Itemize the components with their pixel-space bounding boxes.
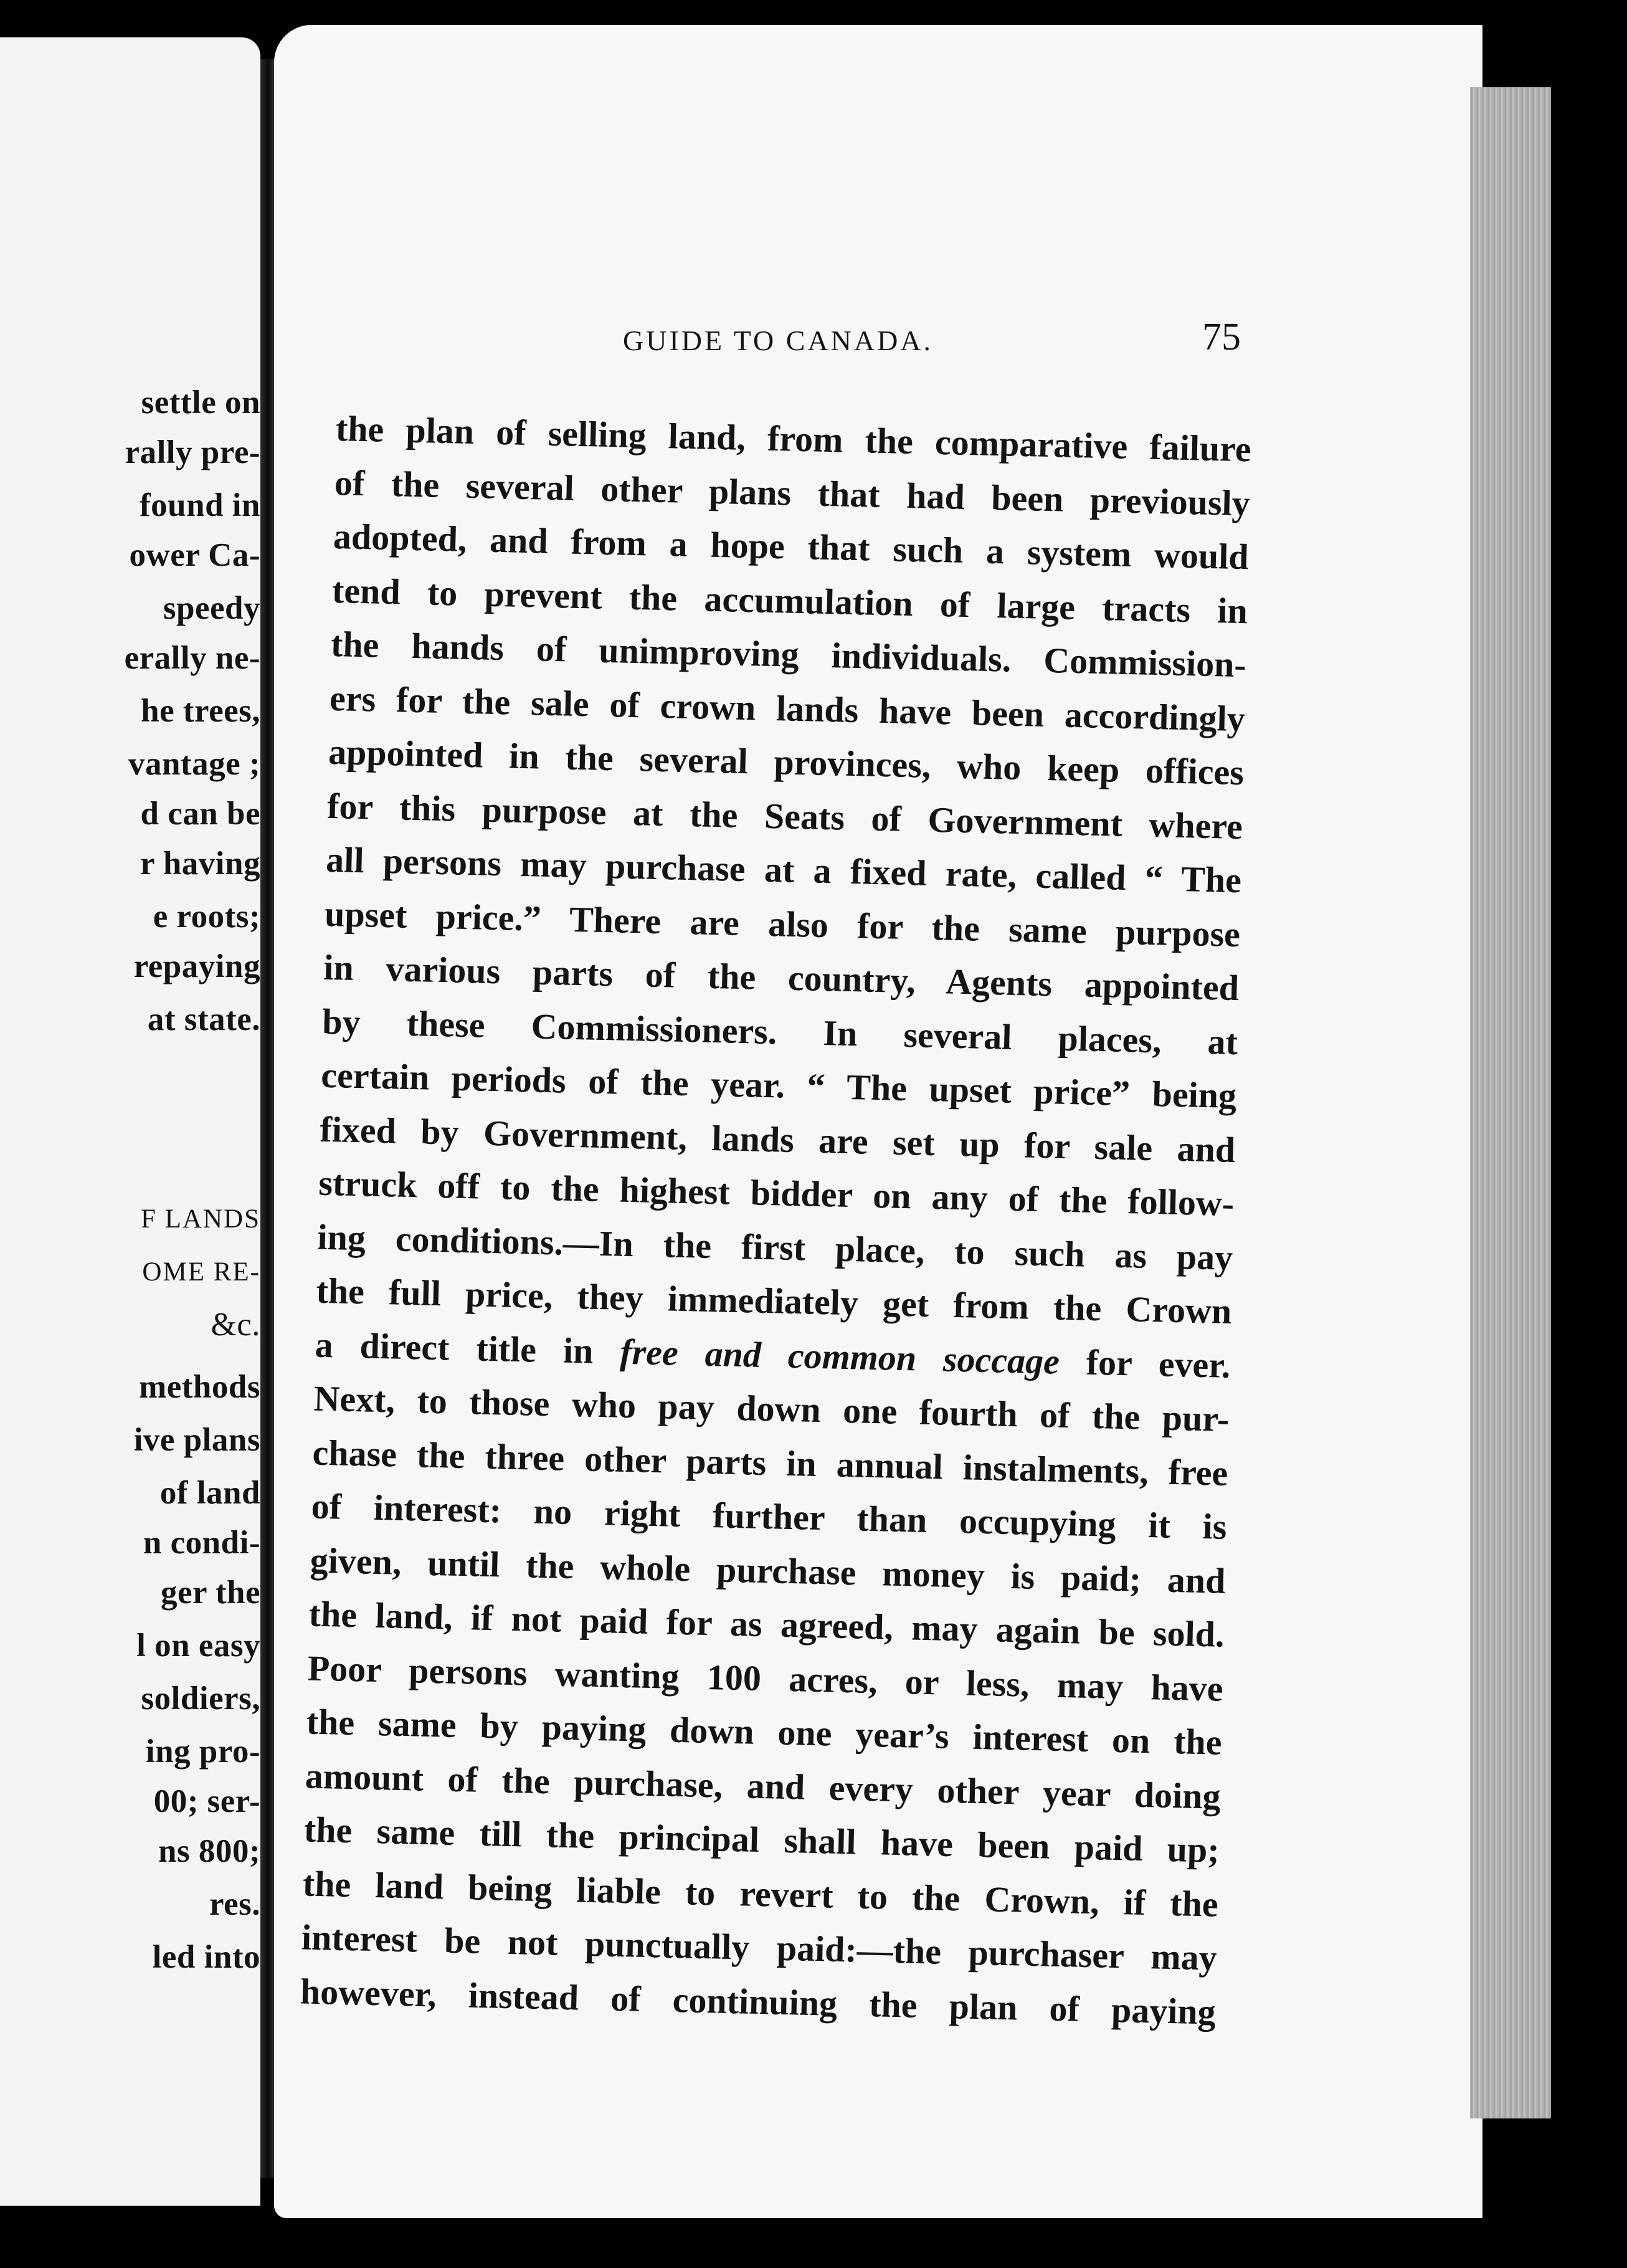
left-page-line: soldiers, — [141, 1680, 260, 1717]
text-line: certain periods of the year. “ The upset price” being — [320, 1054, 1237, 1117]
left-page-line: vantage ; — [128, 746, 260, 782]
text-line: in various parts of the country, Agents appointed — [323, 946, 1240, 1009]
book-spine — [260, 59, 274, 2178]
left-page-line: OME RE- — [142, 1257, 260, 1287]
left-page-line: ns 800; — [158, 1833, 260, 1869]
left-page-line: ower Ca- — [129, 537, 260, 573]
left-page-line: erally ne- — [124, 640, 260, 676]
page-edges — [1470, 87, 1551, 2118]
left-page-line: res. — [209, 1886, 260, 1922]
left-page-line: 00; ser- — [153, 1783, 260, 1819]
text-line: the same till the principal shall have been paid up; — [303, 1809, 1220, 1870]
text-segment: for ever. — [1059, 1341, 1231, 1386]
text-line: Next, to those who pay down one fourth of the pur- — [313, 1378, 1230, 1439]
left-page-line: at state. — [147, 1001, 260, 1037]
page-number: 75 — [1202, 316, 1241, 358]
text-line: chase the three other parts in annual instalments, free — [312, 1432, 1229, 1494]
left-page-line: ing pro- — [145, 1733, 260, 1770]
left-page-line: ive plans — [133, 1422, 260, 1458]
left-page-line: of land — [159, 1475, 260, 1511]
left-page-line: he trees, — [141, 693, 260, 729]
text-line: adopted, and from a hope that such a system would — [333, 515, 1250, 578]
left-page-line: methods — [139, 1369, 260, 1405]
left-page-line: e roots; — [153, 898, 260, 935]
left-page-line: speedy — [163, 590, 260, 626]
text-line: the land, if not paid for as agreed, may again be sold. — [308, 1593, 1225, 1655]
left-page-line: r having — [140, 846, 260, 882]
text-line: Poor persons wanting 100 acres, or less, may have — [307, 1647, 1224, 1709]
running-header: GUIDE TO CANADA. — [623, 325, 934, 356]
text-line: ers for the sale of crown lands have been accordingly — [329, 677, 1246, 739]
text-line: of interest: no right further than occupying it is — [311, 1485, 1228, 1547]
left-page-line: F LANDS — [140, 1204, 260, 1234]
text-line: tend to prevent the accumulation of large tracts in — [331, 569, 1248, 631]
text-line: by these Commissioners. In several places, at — [321, 1001, 1238, 1062]
text-line: fixed by Government, lands are set up for sale and — [319, 1108, 1236, 1170]
text-line: for this purpose at the Seats of Government where — [326, 785, 1243, 847]
left-page-line: repaying — [133, 948, 260, 984]
left-page-line: &c. — [211, 1307, 260, 1343]
text-line: given, until the whole purchase money is paid; and — [310, 1540, 1226, 1601]
text-line: struck off to the highest bidder on any of the follow- — [318, 1162, 1235, 1224]
text-line: amount of the purchase, and every other year doing — [305, 1755, 1221, 1817]
left-page-line: n condi- — [143, 1525, 260, 1561]
text-line: the plan of selling land, from the comparative failure — [335, 407, 1252, 470]
left-page-line: l on easy — [136, 1627, 260, 1664]
left-page-line: ger the — [161, 1575, 260, 1611]
left-page-line: d can be — [140, 796, 260, 832]
text-line: of the several other plans that had been previously — [334, 462, 1251, 523]
left-page-line: found in — [139, 487, 260, 523]
text-segment: a direct title in — [314, 1324, 621, 1372]
text-line: the land being liable to revert to the Crown, if the — [302, 1862, 1219, 1925]
text-line: however, instead of continuing the plan of paying — [300, 1970, 1217, 2032]
text-line: the full price, they immediately get from the Crown — [315, 1270, 1232, 1332]
left-page-line: settle on — [141, 384, 260, 421]
body-text — [300, 402, 1251, 2039]
text-line: upset price.” There are also for the same purpose — [324, 893, 1241, 955]
left-page — [0, 37, 260, 2206]
text-line: the hands of unimproving individuals. Commission- — [330, 623, 1247, 685]
text-line: all persons may purchase at a fixed rate, called “ The — [325, 839, 1242, 901]
left-page-line: rally pre- — [125, 434, 260, 470]
text-line: appointed in the several provinces, who keep offices — [328, 731, 1245, 793]
italic-phrase: free and common soccage — [619, 1331, 1060, 1382]
text-line: interest be not punctually paid:—the purchaser may — [301, 1917, 1218, 1978]
text-line: ing conditions.—In the first place, to such as pay — [316, 1216, 1233, 1278]
text-line: the same by paying down one year’s interest on the — [306, 1701, 1223, 1763]
left-page-line: led into — [152, 1939, 260, 1975]
